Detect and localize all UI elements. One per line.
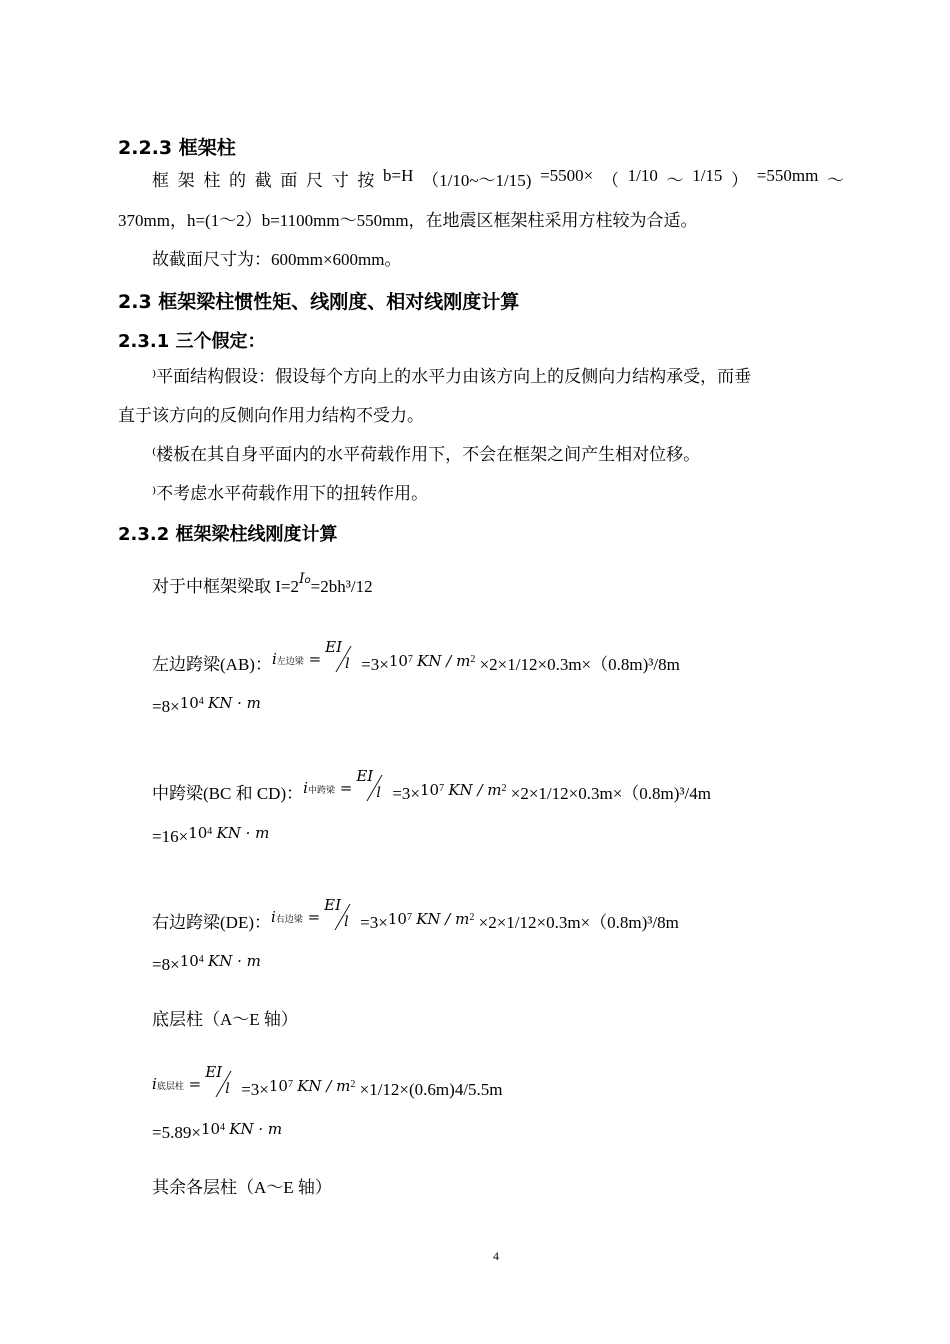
assumption-1-line1: ⁾平面结构假设：假设每个方向上的水平力由该方向上的反侧向力结构承受，而垂 xyxy=(152,367,752,386)
equals-sign: = xyxy=(339,779,353,797)
section-heading-2-2-3: 2.2.3 框架柱 xyxy=(118,137,236,159)
stiffness-symbol xyxy=(152,1075,201,1093)
power-exponent: 4 xyxy=(220,1122,226,1133)
word-token: b=H xyxy=(383,166,414,185)
assumption-3: ⁾不考虑水平荷载作用下的扭转作用。 xyxy=(152,484,429,503)
ei-over-l-fraction xyxy=(321,638,361,678)
i0-symbol xyxy=(299,571,311,587)
section-heading-2-3: 2.3 框架梁柱惯性矩、线刚度、相对线刚度计算 xyxy=(118,291,520,313)
stiffness-symbol xyxy=(272,650,321,668)
word-token: 柱 xyxy=(203,171,221,190)
word-token: 截 xyxy=(254,171,272,190)
result-coefficient: =16× xyxy=(152,827,189,846)
formula-tail: ×1/12×(0.6m)4/5.5m xyxy=(359,1080,503,1099)
fraction-numerator: EI xyxy=(325,638,343,656)
paragraph-column-size-line1 xyxy=(152,166,844,191)
stiffness-symbol xyxy=(271,908,320,926)
paragraph-section-size: 故截面尺寸为：600mm×600mm。 xyxy=(152,250,402,269)
i-subscript: 左边梁 xyxy=(276,657,304,667)
beam-bc-cd-label: 中跨梁(BC 和 CD)： xyxy=(152,784,304,803)
fraction-denominator: l xyxy=(225,1081,230,1097)
word-token: 寸 xyxy=(331,171,349,190)
bottom-column-result xyxy=(152,1120,283,1143)
word-token: =550mm xyxy=(756,166,819,185)
formula-text: 对于中框架梁取 I=2 xyxy=(152,577,299,596)
fraction-numerator: EI xyxy=(324,896,342,914)
formula-tail: ×2×1/12×0.3m×（0.8m)³/4m xyxy=(510,784,711,803)
word-token: 框 xyxy=(152,171,169,190)
modulus-unit: KN / m xyxy=(417,652,471,670)
word-token: 的 xyxy=(229,171,247,190)
word-token: 1/15 xyxy=(692,166,723,185)
assumption-1-line2: 直于该方向的反侧向作用力结构不受力。 xyxy=(118,406,424,425)
i-symbol: i xyxy=(303,779,308,797)
formula-tail: ×2×1/12×0.3m×（0.8m)³/8m xyxy=(478,913,679,932)
fraction-numerator: EI xyxy=(356,767,374,785)
modulus-unit: KN / m xyxy=(448,781,502,799)
i-subscript: o xyxy=(304,575,311,586)
fraction-numerator: EI xyxy=(205,1063,223,1081)
equals-sign: = xyxy=(307,908,321,926)
section-heading-2-3-2: 2.3.2 框架梁柱线刚度计算 xyxy=(118,524,338,545)
word-token: 1/10 xyxy=(627,166,658,185)
power-exponent: 7 xyxy=(406,912,412,923)
word-token: 架 xyxy=(177,171,195,190)
beam-de-result xyxy=(152,952,261,975)
ei-over-l-fraction xyxy=(201,1063,241,1103)
beam-ab-result xyxy=(152,694,261,717)
i-symbol: i xyxy=(270,908,276,926)
i-symbol: I xyxy=(299,571,305,587)
beam-ab-label: 左边跨梁(AB)： xyxy=(152,655,272,674)
section-heading-2-3-1: 2.3.1 三个假定： xyxy=(118,331,266,352)
ei-over-l-fraction xyxy=(320,896,360,936)
power-base: 10 xyxy=(179,694,199,712)
word-token: （ xyxy=(601,171,619,190)
i-subscript: 底层柱 xyxy=(156,1082,184,1092)
beam-bc-cd-formula xyxy=(152,767,711,807)
power-exponent: 7 xyxy=(439,783,445,794)
beam-de-label: 右边跨梁(DE)： xyxy=(152,913,271,932)
unit-exponent: 2 xyxy=(469,912,475,923)
power-base: 10 xyxy=(179,952,199,970)
bottom-column-formula xyxy=(152,1063,503,1103)
coefficient: =3× xyxy=(360,913,388,932)
word-token: （1/10~～1/15) xyxy=(422,171,532,190)
power-base: 10 xyxy=(188,824,208,842)
coefficient: =3× xyxy=(392,784,420,803)
formula-tail: ×2×1/12×0.3m×（0.8m)³/8m xyxy=(479,655,680,674)
power-base: 10 xyxy=(268,1077,288,1095)
stiffness-unit: KN · m xyxy=(208,694,261,712)
result-coefficient: =5.89× xyxy=(152,1123,201,1142)
unit-exponent: 2 xyxy=(501,783,507,794)
power-base: 10 xyxy=(387,910,407,928)
i-symbol: i xyxy=(271,650,277,668)
power-base: 10 xyxy=(420,781,440,799)
stiffness-symbol xyxy=(303,779,352,797)
i-subscript: 右边梁 xyxy=(275,915,303,925)
paragraph-column-size-line2: 370mm，h=(1～2）b=1100mm～550mm，在地震区框架柱采用方柱较为合适。 xyxy=(118,211,698,230)
other-columns-label: 其余各层柱（A～E 轴） xyxy=(152,1178,332,1197)
formula-text: =2bh³/12 xyxy=(310,577,373,596)
power-exponent: 4 xyxy=(198,696,204,707)
unit-exponent: 2 xyxy=(350,1079,356,1090)
unit-exponent: 2 xyxy=(470,654,476,665)
word-token: 面 xyxy=(280,171,298,190)
ei-over-l-fraction xyxy=(352,767,392,807)
equals-sign: = xyxy=(188,1075,202,1093)
beam-de-formula xyxy=(152,896,679,936)
word-token: ～ xyxy=(826,171,844,190)
word-token: 尺 xyxy=(306,171,324,190)
stiffness-unit: KN · m xyxy=(216,824,270,842)
power-exponent: 7 xyxy=(287,1079,293,1090)
coefficient: =3× xyxy=(241,1080,269,1099)
coefficient: =3× xyxy=(361,655,389,674)
mid-frame-beam-formula xyxy=(152,572,373,597)
fraction-denominator: l xyxy=(376,785,381,801)
beam-ab-formula xyxy=(152,638,680,678)
modulus-unit: KN / m xyxy=(297,1077,351,1095)
modulus-unit: KN / m xyxy=(416,910,470,928)
power-base: 10 xyxy=(388,652,408,670)
power-exponent: 7 xyxy=(407,654,413,665)
result-coefficient: =8× xyxy=(152,955,180,974)
stiffness-unit: KN · m xyxy=(208,952,261,970)
word-token: 按 xyxy=(357,171,375,190)
power-base: 10 xyxy=(200,1120,221,1138)
result-coefficient: =8× xyxy=(152,697,180,716)
beam-bc-cd-result xyxy=(152,824,270,847)
power-exponent: 4 xyxy=(198,954,204,965)
word-token: ） xyxy=(731,171,749,190)
i-subscript: 中跨梁 xyxy=(307,786,335,796)
stiffness-unit: KN · m xyxy=(229,1120,283,1138)
assumption-2: ⁽楼板在其自身平面内的水平荷载作用下，不会在框架之间产生相对位移。 xyxy=(152,445,701,464)
word-token: ～ xyxy=(666,171,684,190)
i-symbol: i xyxy=(152,1075,157,1093)
word-token: =5500× xyxy=(540,166,594,185)
page-number: 4 xyxy=(493,1249,499,1263)
bottom-column-label: 底层柱（A～E 轴） xyxy=(152,1010,298,1029)
power-exponent: 4 xyxy=(207,826,213,837)
equals-sign: = xyxy=(308,650,322,668)
fraction-denominator: l xyxy=(345,656,350,672)
fraction-denominator: l xyxy=(344,914,349,930)
